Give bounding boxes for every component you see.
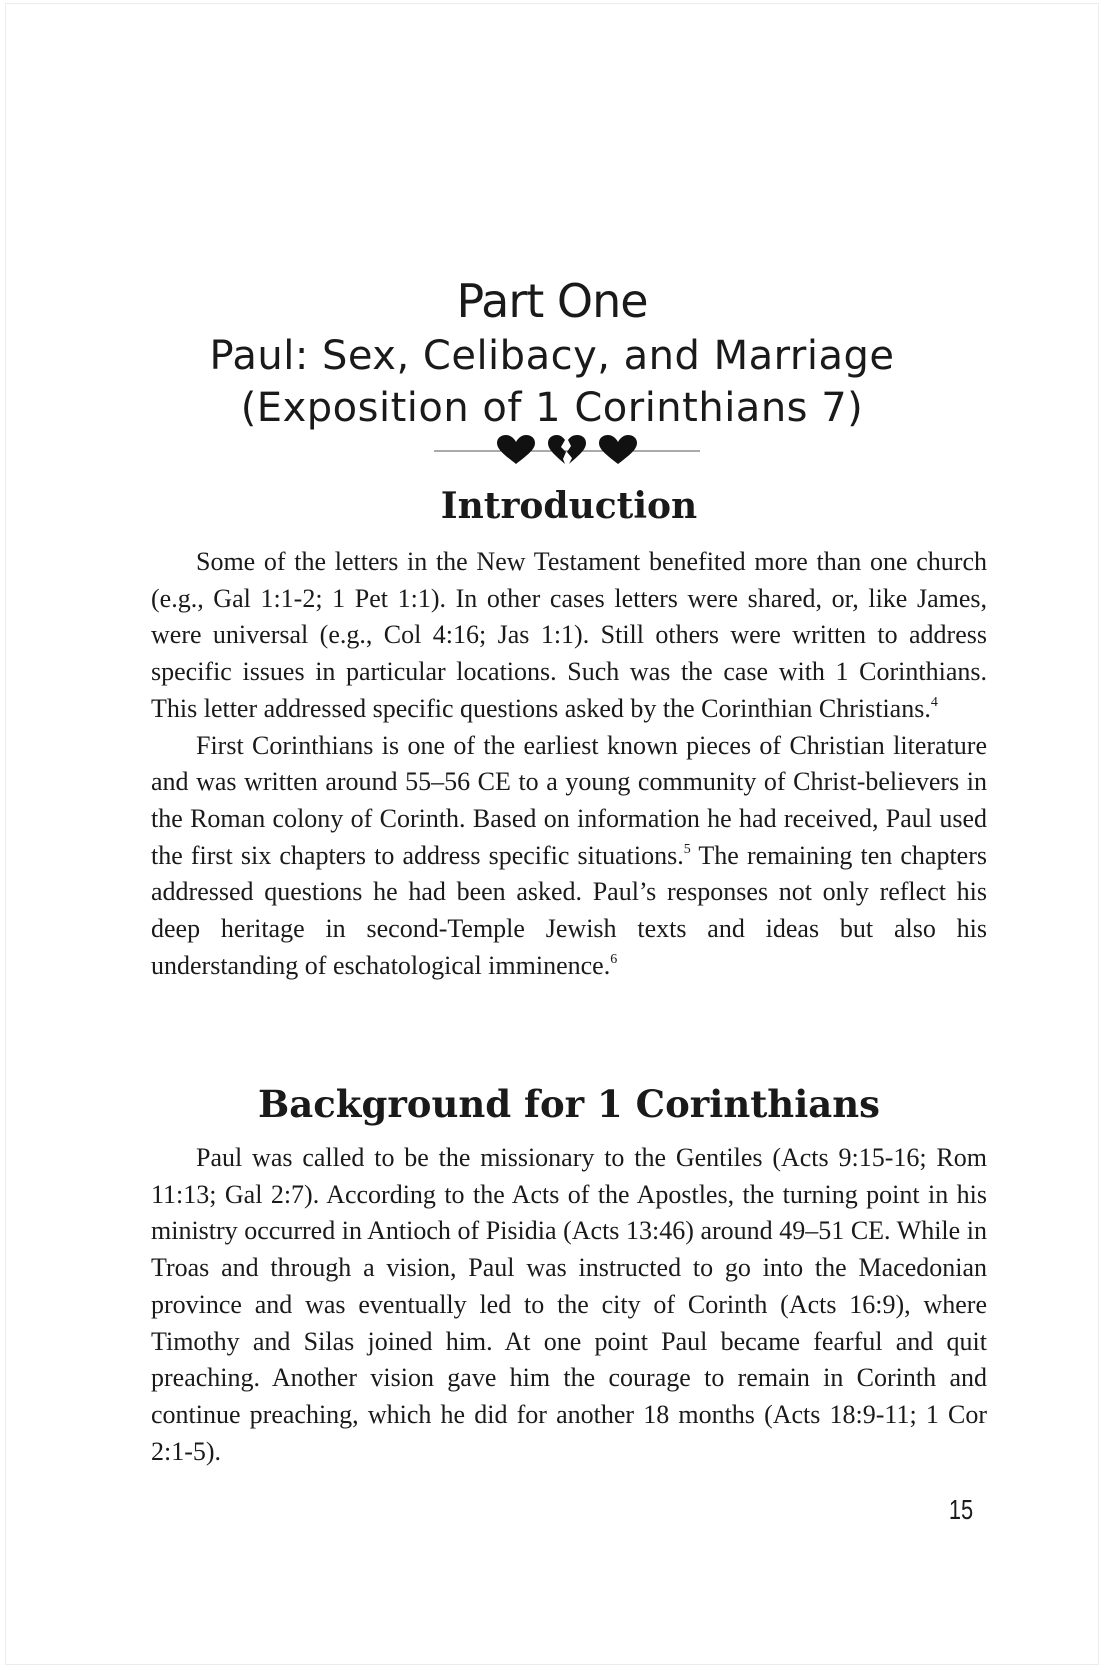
footnote-marker: 4 xyxy=(930,694,938,710)
part-subtitle-line-2: (Exposition of 1 Corinthians 7) xyxy=(240,385,864,431)
introduction-body xyxy=(151,544,987,984)
paragraph xyxy=(151,1140,987,1470)
section-heading-background: Background for 1 Corinthians xyxy=(258,1082,880,1126)
book-page xyxy=(6,4,1098,1664)
heart-icon xyxy=(599,435,637,464)
heart-icon xyxy=(497,435,535,464)
page-number: 15 xyxy=(948,1494,973,1525)
paragraph-text: Paul was called to be the missionary to the Gentiles (Acts 9:15-16; Rom 11:13; Gal 2:7). According to the Acts of the Apostles, the turning point in his ministry occurred in Antioch of Pisidia (Acts 13:46) around 49–51 CE. While in Troas and through a vision, Paul was instructed to go into the Macedonian province and was eventually led to the city of Corinth (Acts 16:9), where Timothy and Silas joined him. At one point Paul became fearful and quit preaching. Another vision gave him the courage to remain in Corinth and continue preaching, which he did for another 18 months (Acts 18:9-11; 1 Cor 2:1-5). xyxy=(151,1143,987,1466)
paragraph xyxy=(151,728,987,985)
background-body xyxy=(151,1140,987,1470)
paragraph xyxy=(151,544,987,728)
paragraph-text: First Corinthians is one of the earliest known pieces of Christian literature and was written around 55–56 CE to a young community of Christ-believers in the Roman colony of Corinth. Based on information he had received, Paul used the first six chapters to address specific situations. xyxy=(151,730,987,870)
section-heading-introduction: Introduction xyxy=(440,485,698,527)
paragraph-text: Some of the letters in the New Testament benefited more than one church (e.g., Gal 1:1-2; 1 Pet 1:1). In other cases letters were shared, or, like James, were universal (e.g., Col 4:16; Jas 1:1). Still others were written to address specific issues in particular locations. Such was the case with 1 Corinthians. This letter addressed specific questions asked by the Corinthian Christians. xyxy=(151,547,987,723)
part-subtitle-line-1: Paul: Sex, Celibacy, and Marriage xyxy=(209,333,895,379)
footnote-marker: 5 xyxy=(683,841,691,857)
heart-ornament-divider xyxy=(434,434,700,468)
paragraph-text: The remaining ten chapters addressed questions he had been asked. Paul’s responses not only reflect his deep heritage in second-Temple Jewish texts and ideas but also his understanding of eschatological imminence. xyxy=(151,840,987,980)
footnote-marker: 6 xyxy=(610,951,618,967)
part-title: Part One xyxy=(456,274,648,328)
part-header xyxy=(6,272,1098,434)
broken-heart-icon xyxy=(548,435,586,464)
